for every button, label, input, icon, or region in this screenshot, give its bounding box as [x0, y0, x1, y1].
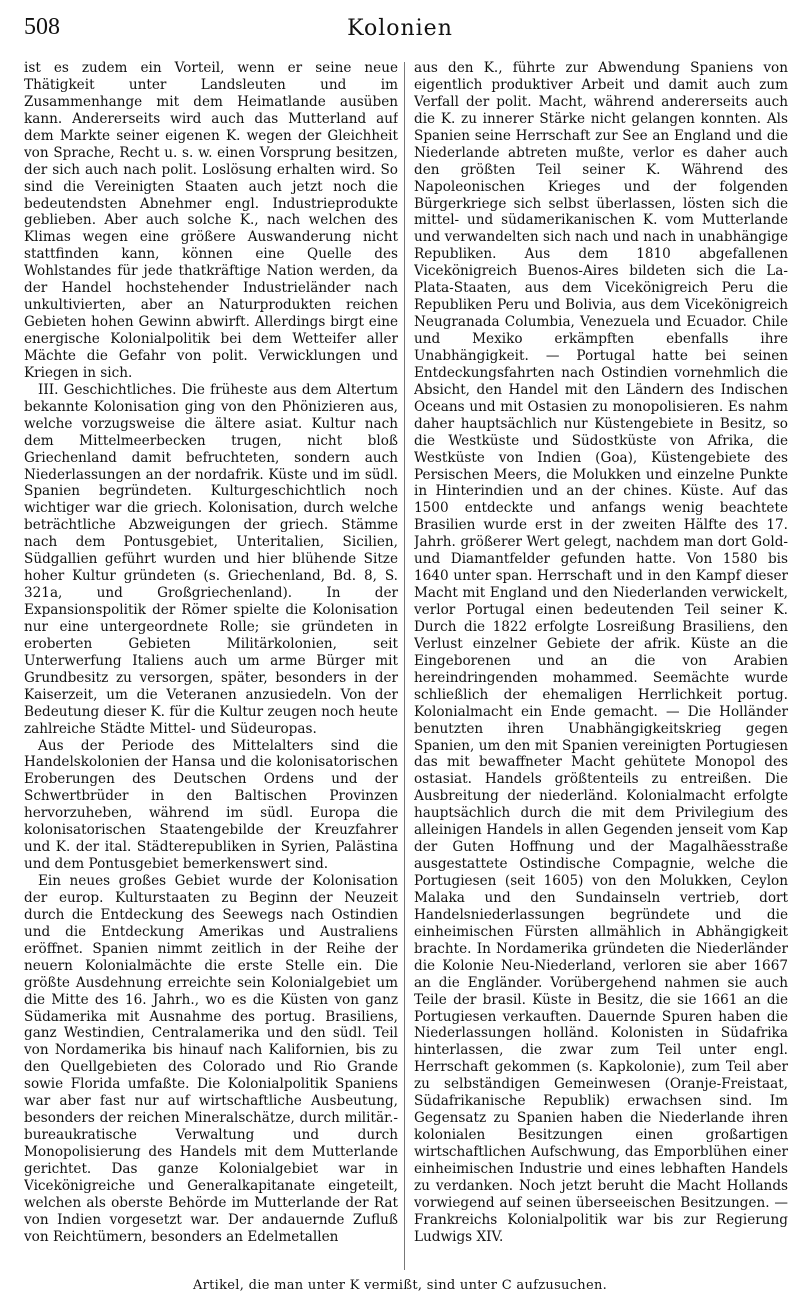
paragraph: ist es zudem ein Vorteil, wenn er seine neue Thätigkeit unter Landsleuten und im Zusammenhange mit dem Heimatlande ausüben kann. Andererseits wird auch das Mutterland auf dem Markte seiner eigenen K. wegen der Gleichheit von Sprache, Recht u. s. w. einen Vorsprung besitzen, der sich auch nach polit. Loslösung erhalten wird. So sind die Vereinigten Staaten auch jetzt noch die bedeutendsten Abnehmer engl. Industrieprodukte geblieben. Aber auch solche K., nach welchen des Klimas wegen eine größere Auswanderung nicht stattfinden kann, können eine Quelle des Wohlstandes für jede thatkräftige Nation werden, da der Handel hochstehender Industrieländer nach unkultivierten, aber an Naturprodukten reichen Gebieten hohen Gewinn abwirft. Allerdings birgt eine energische Kolonialpolitik bei dem Wetteifer aller Mächte die Gefahr von polit. Verwicklungen und Kriegen in sich. [24, 60, 398, 381]
paragraph: III. Geschichtliches. Die früheste aus dem Altertum bekannte Kolonisation ging von den Phönizieren aus, welche vorzugsweise die ältere asiat. Kultur nach dem Mittelmeerbecken trugen, nicht bloß Griechenland damit befruchteten, sondern auch Niederlassungen an der nordafrik. Küste und im südl. Spanien begründeten. Kulturgeschichtlich noch wichtiger war die griech. Kolonisation, durch welche beträchtliche Abzweigungen der griech. Stämme nach dem Pontusgebiet, Unteritalien, Sicilien, Südgallien geführt wurden und hier blühende Sitze hoher Kultur gründeten (s. Griechenland, Bd. 8, S. 321a, und Großgriechenland). In der Expansionspolitik der Römer spielte die Kolonisation nur eine untergeordnete Rolle; sie gründeten in eroberten Gebieten Militärkolonien, seit Unterwerfung Italiens auch um arme Bürger mit Grundbesitz zu versorgen, später, besonders in der Kaiserzeit, um die Veteranen anzusiedeln. Von der Bedeutung dieser K. für die Kultur zeugen noch heute zahlreiche Städte Mittel- und Südeuropas. [24, 381, 398, 737]
left-column [24, 60, 398, 1272]
right-column [414, 60, 788, 1272]
page-number: 508 [24, 14, 60, 40]
column-divider [404, 62, 405, 1270]
page-header [24, 14, 776, 54]
footer-note: Artikel, die man unter K vermißt, sind unter C aufzusuchen. [192, 1278, 608, 1293]
paragraph: Aus der Periode des Mittelalters sind die Handelskolonien der Hansa und die kolonisatorischen Eroberungen des Deutschen Ordens und der Schwertbrüder in den Baltischen Provinzen hervorzuheben, während im südl. Europa die kolonisatorischen Staatengebilde der Kreuzfahrer und K. der ital. Städterepubliken in Syrien, Palästina und dem Pontusgebiet bemerkenswert sind. [24, 737, 398, 873]
running-title: Kolonien [347, 16, 453, 41]
paragraph: Ein neues großes Gebiet wurde der Kolonisation der europ. Kulturstaaten zu Beginn der Neuzeit durch die Entdeckung des Seewegs nach Ostindien und die Entdeckung Amerikas und Australiens eröffnet. Spanien nimmt zeitlich in der Reihe der neuern Kolonialmächte die erste Stelle ein. Die größte Ausdehnung erreichte sein Kolonialgebiet um die Mitte des 16. Jahrh., wo es die Küsten von ganz Südamerika mit Ausnahme des portug. Brasiliens, ganz Westindien, Centralamerika und den südl. Teil von Nordamerika bis hinauf nach Kalifornien, bis zu den Quellgebieten des Colorado und Rio Grande sowie Florida umfaßte. Die Kolonialpolitik Spaniens war aber fast nur auf wirtschaftliche Ausbeutung, besonders der reichen Mineralschätze, durch militär.-bureaukratische Verwaltung und durch Monopolisierung des Handels mit dem Mutterlande gerichtet. Das ganze Kolonialgebiet war in Vicekönigreiche und Generalkapitanate eingeteilt, welchen als oberste Behörde im Mutterlande der Rat von Indien vorgesetzt war. Der andauernde Zufluß von Reichtümern, besonders an Edelmetallen [24, 873, 398, 1245]
paragraph: aus den K., führte zur Abwendung Spaniens von eigentlich produktiver Arbeit und damit auch zum Verfall der polit. Macht, während andererseits auch die K. zu innerer Stärke nicht gelangen konnten. Als Spanien seine Herrschaft zur See an England und die Niederlande abtreten mußte, verlor es daher auch den größten Teil seiner K. Während des Napoleonischen Krieges und der folgenden Bürgerkriege sich selbst überlassen, lösten sich die mittel- und südamerikanischen K. vom Mutterlande und verwandelten sich nach und nach in unabhängige Republiken. Aus dem 1810 abgefallenen Vicekönigreich Buenos-Aires bildeten sich die La-Plata-Staaten, aus dem Vicekönigreich Peru die Republiken Peru und Bolivia, aus dem Vicekönigreich Neugranada Columbia, Venezuela und Ecuador. Chile und Mexiko erkämpften ebenfalls ihre Unabhängigkeit. — Portugal hatte bei seinen Entdeckungsfahrten nach Ostindien vornehmlich die Absicht, den Handel mit den Ländern des Indischen Oceans und mit Ostasien zu monopolisieren. Es nahm daher hauptsächlich nur Küstengebiete in Besitz, so die Westküste und Südostküste von Afrika, die Westküste von Indien (Goa), Küstengebiete des Persischen Meers, die Molukken und einzelne Punkte in Hinterindien und an der chines. Küste. Auf das 1500 entdeckte und anfangs wenig beachtete Brasilien wurde erst in der zweiten Hälfte des 17. Jahrh. größerer Wert gelegt, nachdem man dort Gold- und Diamantfelder gefunden hatte. Von 1580 bis 1640 unter span. Herrschaft und in den Kampf dieser Macht mit England und den Niederlanden verwickelt, verlor Portugal einen bedeutenden Teil seiner K. Durch die 1822 erfolgte Losreißung Brasiliens, den Verlust einzelner Gebiete der afrik. Küste an die Eingeborenen und an die von Arabien hereindringenden mohammed. Seemächte wurde schließlich der ehemaligen Herrlichkeit portug. Kolonialmacht ein Ende gemacht. — Die Holländer benutzten ihren Unabhängigkeitskrieg gegen Spanien, um den mit Spanien vereinigten Portugiesen das mit bewaffneter Macht gehütete Monopol des ostasiat. Handels größtenteils zu entreißen. Die Ausbreitung der niederländ. Kolonialmacht erfolgte hauptsächlich durch die mit dem Privilegium des alleinigen Handels in allen Gegenden jenseit vom Kap der Guten Hoffnung und der Magalhãesstraße ausgestattete Ostindische Compagnie, welche die Portugiesen (seit 1605) von den Molukken, Ceylon Malaka und den Sundainseln vertrieb, dort Handelsniederlassungen begründete und die einheimischen Fürsten allmählich in Abhängigkeit brachte. In Nordamerika gründeten die Niederländer die Kolonie Neu-Niederland, verloren sie aber 1667 an die Engländer. Vorübergehend nahmen sie auch Teile der brasil. Küste in Besitz, die sie 1661 an die Portugiesen verkauften. Dauernde Spuren haben die Niederlassungen holländ. Kolonisten in Südafrika hinterlassen, die zwar zum Teil unter engl. Herrschaft gekommen (s. Kapkolonie), zum Teil aber zu selbständigen Gemeinwesen (Oranje-Freistaat, Südafrikanische Republik) erwachsen sind. Im Gegensatz zu Spanien haben die Niederlande ihren kolonialen Besitzungen einen großartigen wirtschaftlichen Aufschwung, das Emporblühen einer einheimischen Industrie und eines lebhaften Handels zu verdanken. Noch jetzt beruht die Macht Hollands vorwiegend auf seinen überseeischen Besitzungen. — Frankreichs Kolonialpolitik war bis zur Regierung Ludwigs XIV. [414, 60, 788, 1245]
